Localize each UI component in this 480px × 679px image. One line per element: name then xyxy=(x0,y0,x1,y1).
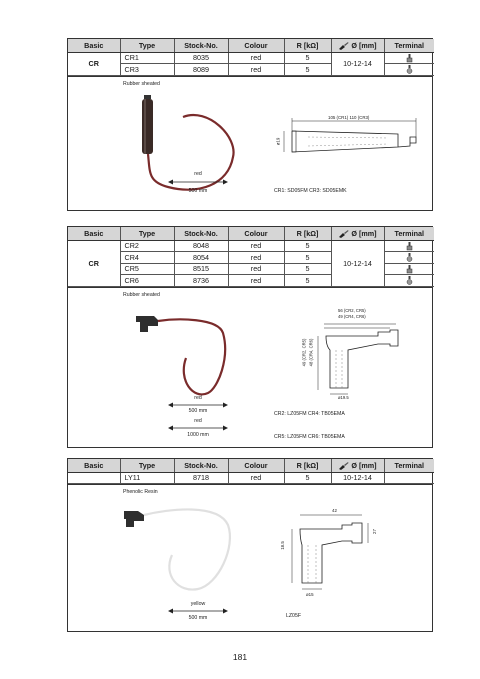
spark-plug-icon xyxy=(338,42,349,50)
material-label: Phenolic Resin xyxy=(123,489,158,495)
terminal-clip-icon xyxy=(405,65,414,74)
terminal-clip-icon xyxy=(405,253,414,262)
part-numbers: LZ05F xyxy=(286,613,301,619)
product-block-cr1-cr3 xyxy=(67,38,433,211)
stock-cell: 8718 xyxy=(174,472,228,484)
resistance-cell: 5 xyxy=(284,64,331,76)
header-colour: Colour xyxy=(228,227,284,240)
dimension-diameter: ø19 xyxy=(275,137,281,145)
length-arrow xyxy=(168,424,228,432)
figure-area xyxy=(68,287,432,447)
type-cell: CR2 xyxy=(120,240,174,252)
header-terminal: Terminal xyxy=(384,227,434,240)
technical-drawing xyxy=(286,507,396,597)
part-numbers-2: CR5: LZ05FM CR6: TB05EMA xyxy=(274,433,345,440)
basic-cell: CR xyxy=(68,240,120,286)
length-label: 500 mm xyxy=(188,187,208,194)
colour-cell: red xyxy=(228,275,284,287)
terminal-cell xyxy=(384,275,434,287)
header-colour: Colour xyxy=(228,39,284,52)
spec-table xyxy=(68,227,434,287)
header-diameter: Ø [mm] xyxy=(331,227,384,240)
length-label-1: 500 mm xyxy=(188,407,208,414)
header-stock: Stock-No. xyxy=(174,39,228,52)
resistance-cell: 5 xyxy=(284,52,331,64)
length-arrow xyxy=(168,178,228,186)
dimension-width: 42 xyxy=(332,508,337,513)
spark-plug-icon xyxy=(338,230,349,238)
dimension-diameter: ø15 xyxy=(306,592,314,597)
terminal-cell xyxy=(384,52,434,64)
cable-colour-label: red xyxy=(194,170,202,177)
header-resistance: R [kΩ] xyxy=(284,459,331,472)
dimension-boot: 27 xyxy=(371,529,377,534)
dimension-diameter: ø19.5 xyxy=(338,394,349,400)
header-resistance: R [kΩ] xyxy=(284,39,331,52)
terminal-clip-icon xyxy=(405,276,414,285)
cable-colour-label-2: red xyxy=(194,417,202,424)
header-type: Type xyxy=(120,459,174,472)
resistance-cell: 5 xyxy=(284,252,331,264)
dimension-c: 49 (CR2, CR5) xyxy=(301,338,307,366)
table-row xyxy=(68,52,434,64)
colour-cell: red xyxy=(228,263,284,275)
header-type: Type xyxy=(120,39,174,52)
material-label: Rubber sheated xyxy=(123,291,160,298)
type-cell: CR4 xyxy=(120,252,174,264)
diameter-cell: 10-12-14 xyxy=(331,472,384,484)
resistance-cell: 5 xyxy=(284,240,331,252)
header-resistance: R [kΩ] xyxy=(284,227,331,240)
basic-cell xyxy=(68,472,120,484)
diameter-cell: 10-12-14 xyxy=(331,52,384,75)
stock-cell: 8089 xyxy=(174,64,228,76)
stock-cell: 8035 xyxy=(174,52,228,64)
colour-cell: red xyxy=(228,64,284,76)
dimension-a: 56 (CR2, CR5) xyxy=(338,307,366,313)
terminal-cell xyxy=(384,263,434,275)
header-diameter: Ø [mm] xyxy=(331,459,384,472)
terminal-cell xyxy=(384,64,434,76)
colour-cell: red xyxy=(228,252,284,264)
dimension-length: 105 (CR1) 110 (CR3) xyxy=(328,114,370,120)
header-stock: Stock-No. xyxy=(174,459,228,472)
resistance-cell: 5 xyxy=(284,275,331,287)
terminal-nut-icon xyxy=(405,265,414,274)
table-header-row xyxy=(68,39,434,52)
type-cell: CR1 xyxy=(120,52,174,64)
terminal-cell xyxy=(384,472,434,484)
type-cell: CR5 xyxy=(120,263,174,275)
table-row xyxy=(68,240,434,252)
table-row xyxy=(68,472,434,484)
dimension-d: 48 (CR4, CR6) xyxy=(308,338,314,366)
terminal-cell xyxy=(384,252,434,264)
table-header-row xyxy=(68,227,434,240)
terminal-cell xyxy=(384,240,434,252)
terminal-nut-icon xyxy=(405,242,414,251)
product-block-cr2-cr6 xyxy=(67,226,433,448)
diameter-cell: 10-12-14 xyxy=(331,240,384,286)
type-cell: LY11 xyxy=(120,472,174,484)
length-label: 500 mm xyxy=(188,615,208,621)
header-type: Type xyxy=(120,227,174,240)
spec-table xyxy=(68,459,434,484)
cable-colour-label: yellow xyxy=(190,601,206,607)
header-basic: Basic xyxy=(68,227,120,240)
stock-cell: 8515 xyxy=(174,263,228,275)
colour-cell: red xyxy=(228,472,284,484)
figure-area xyxy=(68,484,432,631)
type-cell: CR6 xyxy=(120,275,174,287)
dimension-b: 49 (CR4, CR6) xyxy=(338,313,366,319)
length-label-2: 1000 mm xyxy=(187,431,209,438)
part-numbers: CR1: SD05FM CR3: SD05EMK xyxy=(274,187,347,194)
product-block-ly11 xyxy=(67,458,433,632)
header-terminal: Terminal xyxy=(384,459,434,472)
dimension-height: 18.5 xyxy=(279,541,285,550)
material-label: Rubber sheated xyxy=(123,80,160,87)
header-basic: Basic xyxy=(68,39,120,52)
resistance-cell: 5 xyxy=(284,472,331,484)
stock-cell: 8736 xyxy=(174,275,228,287)
part-numbers-1: CR2: LZ05FM CR4: TB05EMA xyxy=(274,410,345,417)
type-cell: CR3 xyxy=(120,64,174,76)
stock-cell: 8054 xyxy=(174,252,228,264)
spec-table xyxy=(68,39,434,76)
resistance-cell: 5 xyxy=(284,263,331,275)
header-diameter: Ø [mm] xyxy=(331,39,384,52)
header-terminal: Terminal xyxy=(384,39,434,52)
technical-drawing xyxy=(308,307,418,405)
header-colour: Colour xyxy=(228,459,284,472)
header-stock: Stock-No. xyxy=(174,227,228,240)
spark-plug-icon xyxy=(338,462,349,470)
page-number: 181 xyxy=(232,652,248,662)
cable-colour-label-1: red xyxy=(194,394,202,401)
colour-cell: red xyxy=(228,240,284,252)
table-header-row xyxy=(68,459,434,472)
terminal-nut-icon xyxy=(405,54,414,63)
technical-drawing xyxy=(278,114,423,162)
stock-cell: 8048 xyxy=(174,240,228,252)
length-arrow xyxy=(168,607,228,615)
figure-area xyxy=(68,76,432,210)
basic-cell: CR xyxy=(68,52,120,75)
header-basic: Basic xyxy=(68,459,120,472)
colour-cell: red xyxy=(228,52,284,64)
